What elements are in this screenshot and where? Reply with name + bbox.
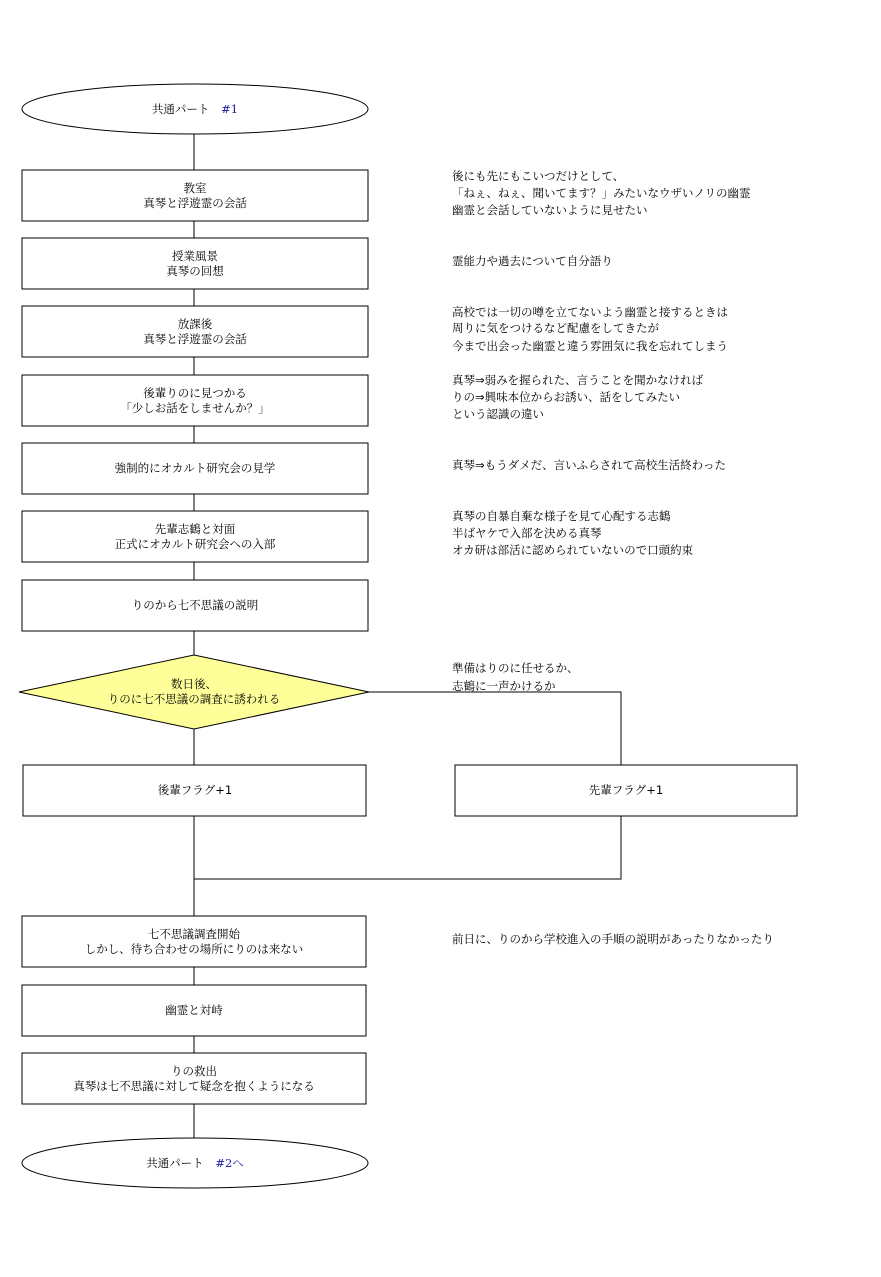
note-line: 後にも先にもこいつだけとして、 — [452, 169, 625, 183]
note-line: 高校では一切の噂を立てないよう幽霊と接するときは — [452, 305, 728, 319]
start-terminal — [22, 84, 368, 134]
note-line: 真琴⇒弱みを握られた、言うことを聞かなければ — [452, 373, 704, 387]
note-line: 幽霊と会話していないように見せたい — [452, 203, 648, 217]
note-line: という認識の違い — [452, 407, 544, 421]
process-meet-senpai — [22, 511, 368, 562]
note-investigation — [452, 932, 774, 946]
svg-text:共通パート #1 — [152, 102, 238, 116]
start-label: 共通パート — [151, 102, 210, 116]
process-seven-wonders-explain — [22, 580, 368, 631]
process-lesson — [22, 238, 368, 289]
note-meet-senpai — [452, 509, 694, 557]
note-line: 「ねぇ、ねぇ、聞いてます？」みたいなウザいノリの幽霊 — [452, 186, 751, 200]
node-line: しかし、待ち合わせの場所にりのは来ない — [84, 942, 304, 956]
node-line: 後輩りのに見つかる — [143, 386, 247, 400]
process-occult-visit — [22, 443, 368, 494]
note-line: 半ばヤケで入部を決める真琴 — [452, 526, 602, 540]
node-line: 数日後、 — [171, 677, 217, 691]
note-after-school — [452, 305, 728, 353]
end-label: 共通パート — [146, 1156, 204, 1170]
node-line: 真琴と浮遊霊の会話 — [143, 332, 247, 346]
node-line: 先輩フラグ+1 — [588, 783, 664, 797]
note-line: 真琴⇒もうダメだ、言いふらされて高校生活終わった — [452, 458, 727, 472]
connector-merge — [194, 816, 621, 879]
process-after-school — [22, 306, 368, 357]
node-line: 真琴は七不思議に対して疑念を抱くようになる — [73, 1079, 315, 1093]
note-line: 準備はりのに任せるか、 — [452, 661, 579, 675]
node-line: りの救出 — [171, 1064, 217, 1078]
node-line: 授業風景 — [172, 249, 218, 263]
node-line: りのに七不思議の調査に誘われる — [107, 692, 281, 706]
process-investigation-start — [22, 916, 366, 967]
node-line: 真琴の回想 — [166, 264, 224, 278]
end-terminal — [22, 1138, 368, 1188]
note-line: 前日に、りのから学校進入の手順の説明があったりなかったり — [452, 932, 774, 946]
node-line: 「少しお話をしませんか？」 — [120, 401, 270, 415]
note-line: オカ研は部活に認められていないので口頭約束 — [452, 543, 694, 557]
start-number: #1 — [221, 102, 239, 116]
node-line: 教室 — [183, 181, 207, 195]
note-line: りの⇒興味本位からお誘い、話をしてみたい — [452, 390, 681, 404]
note-decision — [452, 661, 579, 693]
node-line: 先輩志鶴と対面 — [154, 522, 236, 536]
node-line: 強制的にオカルト研究会の見学 — [114, 461, 276, 475]
connector-branch — [369, 692, 621, 765]
note-line: 周りに気をつけるなど配慮をしてきたが — [452, 321, 659, 335]
node-line: 真琴と浮遊霊の会話 — [143, 196, 247, 210]
note-line: 志鶴に一声かけるか — [452, 679, 556, 693]
node-line: 七不思議調査開始 — [148, 927, 240, 941]
end-number: #2へ — [215, 1156, 244, 1170]
node-line: 後輩フラグ+1 — [157, 783, 233, 797]
svg-text:共通パート #2へ — [146, 1156, 244, 1170]
node-line: 放課後 — [177, 317, 213, 331]
process-senpai-flag — [455, 765, 797, 816]
note-found-by-rino — [452, 373, 704, 421]
note-classroom — [452, 169, 751, 217]
node-line: 正式にオカルト研究会への入部 — [114, 537, 276, 551]
note-line: 今まで出会った幽霊と違う雰囲気に我を忘れてしまう — [452, 339, 728, 353]
node-line: りのから七不思議の説明 — [131, 598, 259, 612]
note-lesson — [452, 254, 613, 268]
process-classroom — [22, 170, 368, 221]
process-found-by-rino — [22, 375, 368, 426]
process-rescue-rino — [22, 1053, 366, 1104]
process-kohai-flag — [23, 765, 366, 816]
process-face-ghost — [22, 985, 366, 1036]
decision-invitation — [19, 655, 369, 729]
note-line: 霊能力や過去について自分語り — [452, 254, 613, 268]
note-occult-visit — [452, 458, 726, 472]
note-line: 真琴の自暴自棄な様子を見て心配する志鶴 — [452, 509, 671, 523]
node-line: 幽霊と対峙 — [165, 1003, 223, 1017]
